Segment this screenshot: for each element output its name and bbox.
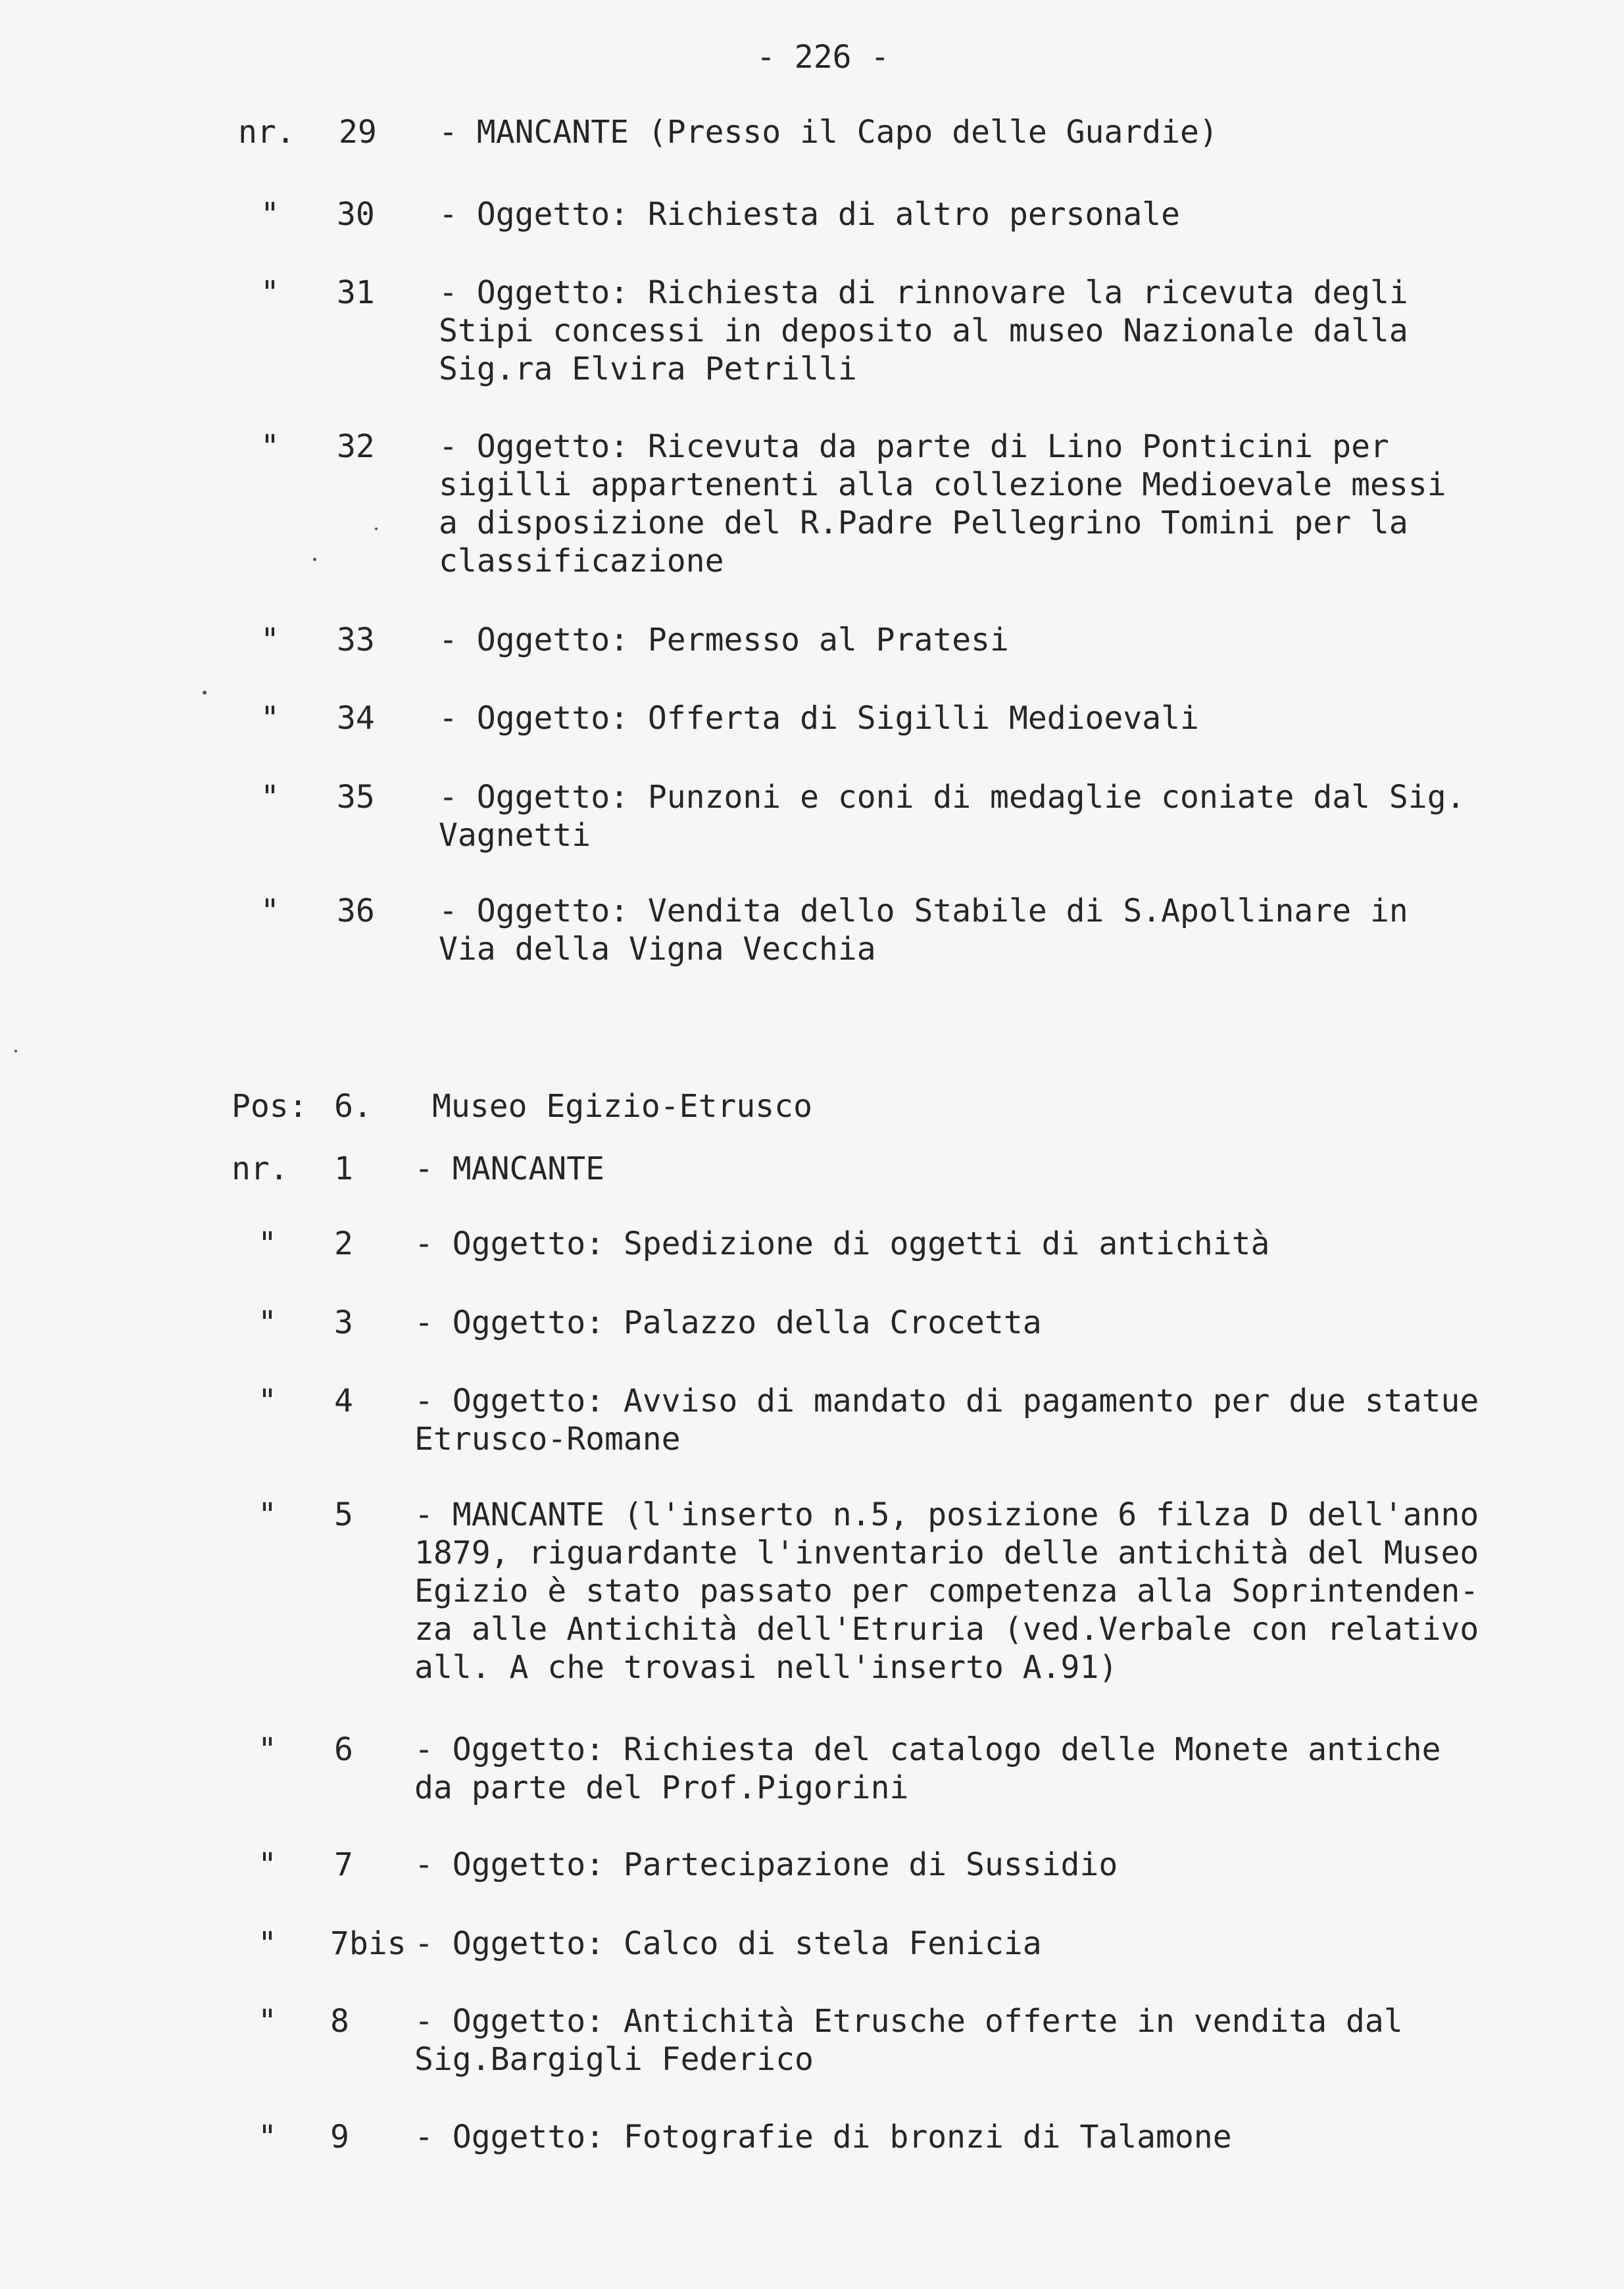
- entry-prefix: ": [260, 779, 280, 816]
- entry-text: [439, 699, 1199, 737]
- entry-text: [414, 1925, 1042, 1963]
- entry-text-line: - Oggetto: Ricevuta da parte di Lino Ponticini per: [439, 428, 1389, 465]
- entry-text-line: za alle Antichità dell'Etruria (ved.Verbale con relativo: [414, 1611, 1479, 1648]
- entry-text-line: a disposizione del R.Padre Pellegrino Tomini per la: [439, 505, 1408, 541]
- entry-text-line: - MANCANTE (Presso il Capo delle Guardie): [439, 114, 1218, 151]
- entry-text-line: da parte del Prof.Pigorini: [414, 1769, 909, 1806]
- page-number: - 226 -: [756, 39, 890, 76]
- entry-prefix: ": [258, 1846, 277, 1883]
- entry-text: [439, 195, 1180, 234]
- paper-speck: [313, 558, 316, 561]
- entry-text-line: - Oggetto: Richiesta del catalogo delle Monete antiche: [414, 1731, 1441, 1768]
- entry-text-line: 1879, riguardante l'inventario delle antichità del Museo: [414, 1535, 1479, 1571]
- entry-text-line: Egizio è stato passato per competenza alla Soprintenden-: [414, 1573, 1479, 1610]
- entry-prefix: ": [260, 622, 280, 658]
- entry-text-line: - Oggetto: Punzoni e coni di medaglie coniate dal Sig.: [439, 779, 1465, 816]
- entry-text: [439, 621, 1009, 659]
- entry-text: [414, 1496, 1479, 1686]
- entry-text-line: - Oggetto: Avviso di mandato di pagamento per due statue: [414, 1383, 1479, 1419]
- entry-text: [414, 2118, 1232, 2156]
- entry-number: 7: [334, 1846, 353, 1883]
- entry-number: 5: [334, 1496, 353, 1533]
- entry-number: 7bis: [330, 1925, 406, 1962]
- entry-text-line: - Oggetto: Richiesta di altro personale: [439, 196, 1181, 233]
- entry-number: 1: [334, 1150, 353, 1187]
- entry-prefix: ": [260, 700, 280, 737]
- entry-number: 33: [337, 622, 375, 658]
- entry-text-line: - MANCANTE: [414, 1150, 604, 1187]
- entry-text: [439, 274, 1408, 388]
- entry-number: 30: [337, 196, 375, 233]
- entry-text-line: - Oggetto: Offerta di Sigilli Medioevali: [439, 700, 1199, 737]
- entry-text-line: Via della Vigna Vecchia: [439, 931, 876, 968]
- entry-prefix: nr.: [232, 1150, 289, 1187]
- entry-text: [439, 892, 1408, 968]
- entry-prefix: ": [260, 428, 280, 465]
- entry-number: 31: [337, 274, 375, 311]
- entry-text-line: - Oggetto: Calco di stela Fenicia: [414, 1925, 1042, 1962]
- section-heading-title: Museo Egizio-Etrusco: [432, 1088, 812, 1125]
- entry-number: 29: [339, 114, 377, 151]
- paper-speck: [14, 1050, 17, 1052]
- entry-prefix: ": [258, 1225, 277, 1262]
- entry-prefix: nr.: [238, 114, 295, 151]
- entry-text: [414, 1846, 1118, 1884]
- entry-text-line: - MANCANTE (l'inserto n.5, posizione 6 filza D dell'anno: [414, 1496, 1479, 1533]
- entry-text-line: - Oggetto: Vendita dello Stabile di S.Apollinare in: [439, 893, 1408, 929]
- entry-prefix: ": [258, 2003, 277, 2040]
- entry-prefix: ": [258, 1496, 277, 1533]
- entry-text-line: - Oggetto: Palazzo della Crocetta: [414, 1304, 1042, 1341]
- entry-number: 4: [334, 1383, 353, 1419]
- entry-prefix: ": [258, 1304, 277, 1341]
- entry-text: [414, 1150, 604, 1188]
- entry-prefix: ": [260, 893, 280, 929]
- entry-number: 32: [337, 428, 375, 465]
- entry-prefix: ": [258, 1925, 277, 1962]
- entry-number: 9: [330, 2119, 349, 2155]
- entry-prefix: ": [258, 2119, 277, 2155]
- section-heading-label: Pos:: [232, 1088, 308, 1125]
- entry-prefix: ": [258, 1383, 277, 1419]
- entry-number: 3: [334, 1304, 353, 1341]
- entry-text: [414, 1382, 1479, 1458]
- entry-prefix: ": [258, 1731, 277, 1768]
- paper-speck: [203, 691, 207, 695]
- entry-prefix: ": [260, 274, 280, 311]
- entry-text-line: Sig.Bargigli Federico: [414, 2041, 814, 2078]
- entry-text: [439, 428, 1446, 580]
- entry-text: [414, 2002, 1403, 2079]
- entry-prefix: ": [260, 196, 280, 233]
- entry-text-line: all. A che trovasi nell'inserto A.91): [414, 1649, 1118, 1686]
- entry-text: [439, 113, 1218, 151]
- entry-text-line: - Oggetto: Fotografie di bronzi di Talamone: [414, 2119, 1232, 2155]
- entry-text-line: Stipi concessi in deposito al museo Nazionale dalla: [439, 312, 1408, 349]
- entry-number: 34: [337, 700, 375, 737]
- entry-text: [439, 778, 1465, 854]
- entry-text: [414, 1225, 1269, 1263]
- entry-text-line: - Oggetto: Permesso al Pratesi: [439, 622, 1009, 658]
- entry-text-line: Vagnetti: [439, 817, 591, 854]
- entry-number: 2: [334, 1225, 353, 1262]
- entry-text-line: - Oggetto: Richiesta di rinnovare la ricevuta degli: [439, 274, 1408, 311]
- entry-number: 6: [334, 1731, 353, 1768]
- entry-text-line: Etrusco-Romane: [414, 1421, 681, 1458]
- entry-text-line: Sig.ra Elvira Petrilli: [439, 351, 857, 387]
- entry-text: [414, 1304, 1042, 1342]
- entry-text: [414, 1731, 1441, 1807]
- section-heading-number: 6.: [334, 1088, 372, 1125]
- entry-number: 36: [337, 893, 375, 929]
- entry-text-line: - Oggetto: Partecipazione di Sussidio: [414, 1846, 1118, 1883]
- entry-text-line: classificazione: [439, 543, 724, 579]
- entry-text-line: sigilli appartenenti alla collezione Medioevale messi: [439, 466, 1446, 503]
- entry-text-line: - Oggetto: Antichità Etrusche offerte in vendita dal: [414, 2003, 1403, 2040]
- paper-speck: [375, 528, 378, 530]
- entry-number: 35: [337, 779, 375, 816]
- entry-number: 8: [330, 2003, 349, 2040]
- entry-text-line: - Oggetto: Spedizione di oggetti di antichità: [414, 1225, 1270, 1262]
